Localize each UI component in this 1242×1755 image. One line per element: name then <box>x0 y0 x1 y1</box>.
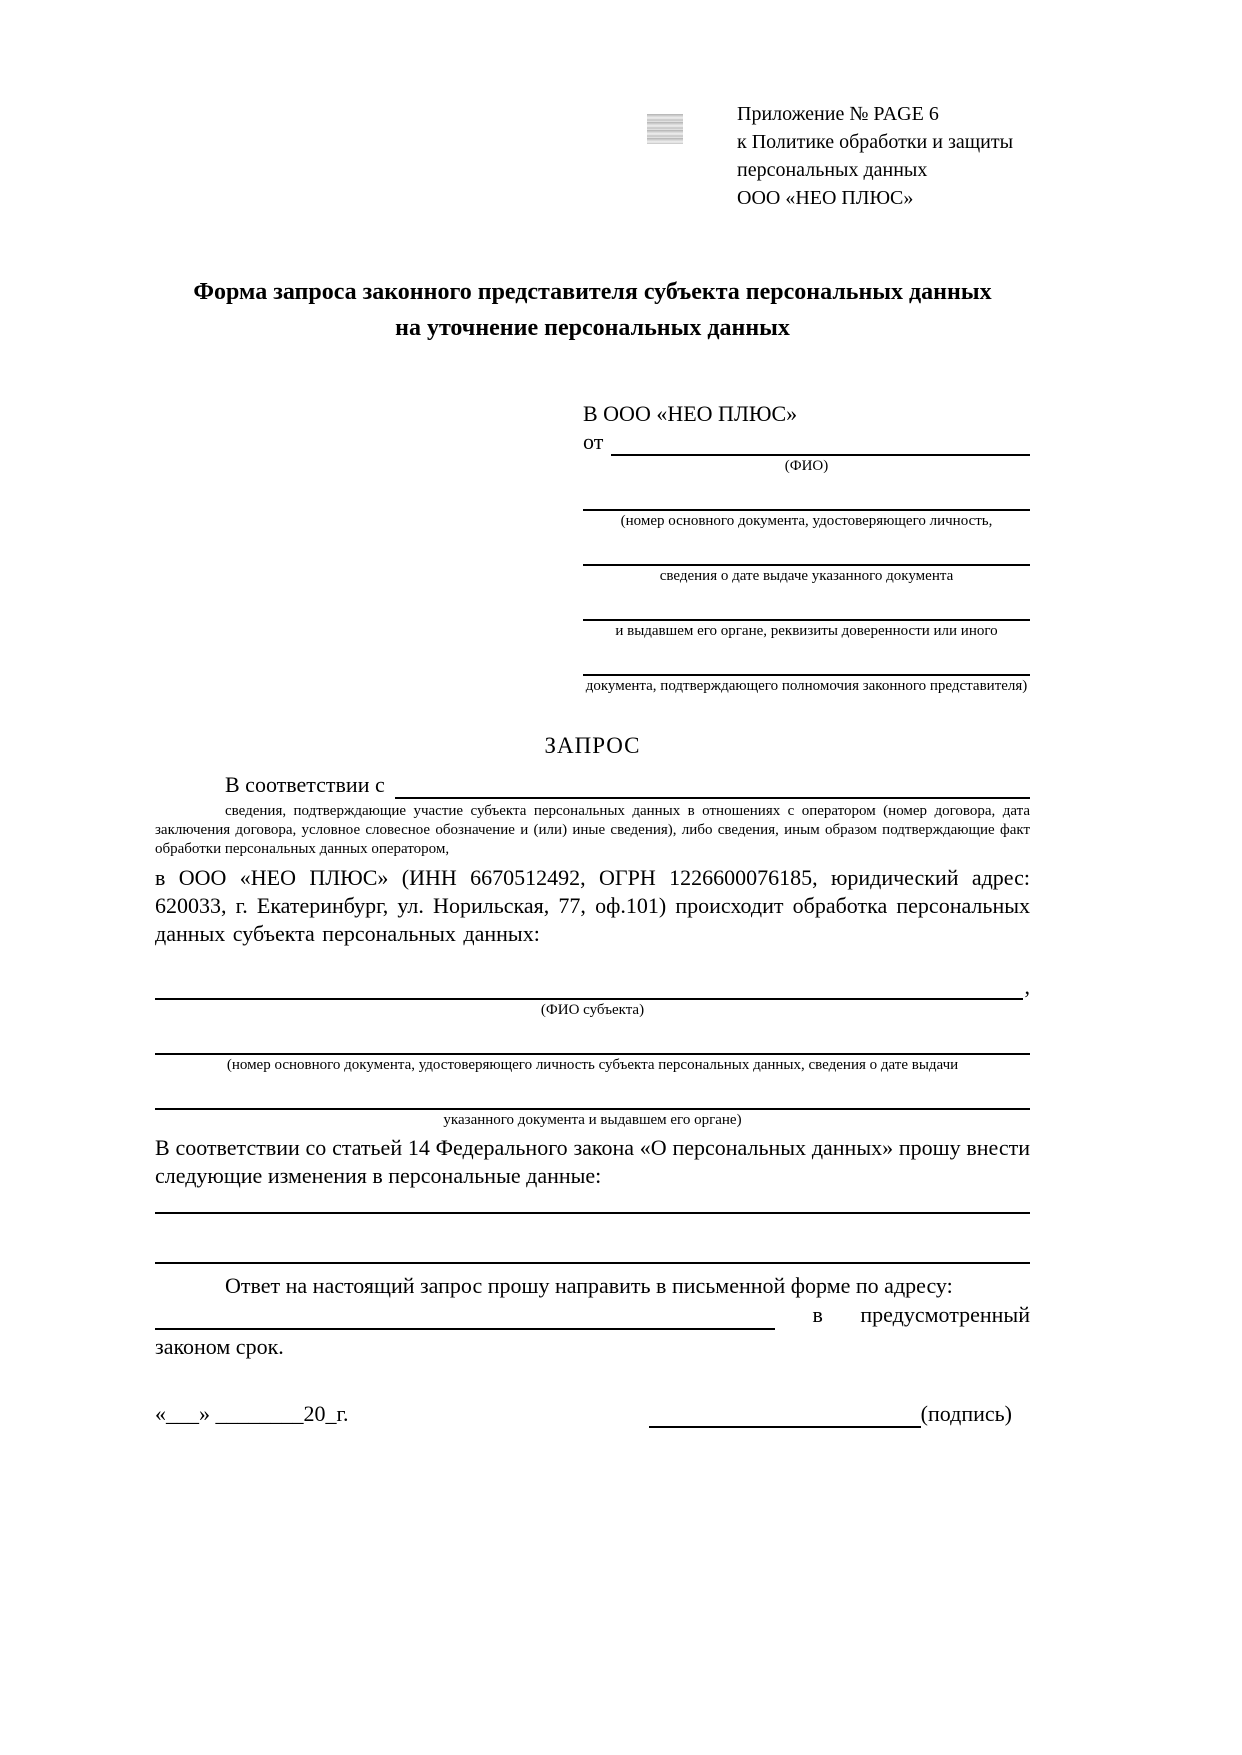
changes-field-line-1 <box>155 1190 1030 1214</box>
subject-doc-field-line <box>155 1027 1030 1055</box>
title-line-2: на уточнение персональных данных <box>395 315 790 341</box>
intro-label: В соответствии с <box>225 772 385 797</box>
blurred-field-artifact-icon <box>647 114 683 144</box>
addressee-block <box>583 400 1030 697</box>
doc-issuer-field-line <box>583 595 1030 621</box>
page-header <box>155 100 1030 212</box>
reply-intro: Ответ на настоящий запрос прошу направить в письменной форме по адресу: <box>225 1273 953 1298</box>
doc-authority-caption: документа, подтверждающего полномочия законного представителя) <box>585 678 1028 694</box>
intro-row <box>155 771 1030 799</box>
reply-word-term: предусмотренный <box>860 1302 1030 1327</box>
doc-issuer-caption: и выдавшем его органе, реквизиты доверенности или иного <box>615 623 998 639</box>
address-field-line <box>155 1306 775 1330</box>
title-line-1: Форма запроса законного представителя субъекта персональных данных <box>193 279 992 305</box>
signature-group <box>649 1400 1012 1428</box>
request-heading: ЗАПРОС <box>544 733 641 758</box>
doc-date-field-line <box>583 540 1030 566</box>
trailing-comma: , <box>1024 974 1030 999</box>
changes-field-line-2 <box>155 1214 1030 1264</box>
reply-term-line: законом срок. <box>155 1334 284 1359</box>
reply-word-v: в <box>812 1302 823 1327</box>
article14-paragraph: В соответствии со статьей 14 Федерального закона «О персональных данных» прошу внести следующие изменения в персональные данные: <box>155 1135 1030 1188</box>
appendix-company: ООО «НЕО ПЛЮС» <box>737 187 914 209</box>
subject-fio-caption: (ФИО субъекта) <box>540 1002 645 1018</box>
doc-date-caption: сведения о дате выдаче указанного документа <box>659 568 954 584</box>
subject-fio-field-line <box>155 974 1023 1000</box>
subject-doc-field-line-2 <box>155 1082 1030 1110</box>
signature-row <box>155 1400 1030 1428</box>
subject-doc-caption-2: указанного документа и выдавшем его органе) <box>443 1112 742 1128</box>
date-blank: «___» ________20_г. <box>155 1401 349 1426</box>
signature-field-line <box>649 1404 921 1428</box>
appendix-policy-line: к Политике обработки и защиты <box>737 131 1014 153</box>
subject-doc-caption-1: (номер основного документа, удостоверяющего личность субъекта персональных данных, сведения о дате выдачи <box>226 1057 959 1073</box>
from-row <box>583 428 1030 456</box>
doc-number-field-line <box>583 485 1030 511</box>
document-title <box>155 274 1030 346</box>
fio-caption: (ФИО) <box>784 458 829 474</box>
subject-fio-row <box>155 974 1030 1000</box>
addressee-to: В ООО «НЕО ПЛЮС» <box>583 401 798 426</box>
fine-print: сведения, подтверждающие участие субъекта персональных данных в отношениях с оператором (номер договора, дата заключения договора, условное словесное обозначение и (или) иные сведения), либо сведения, иным образом подтверждающие факт обработки персональных данных оператором, <box>155 803 1030 857</box>
fio-field-line <box>611 432 1030 456</box>
doc-number-caption: (номер основного документа, удостоверяющего личность, <box>620 513 993 529</box>
appendix-policy-line2: персональных данных <box>737 159 928 181</box>
from-label: от <box>583 429 604 454</box>
signature-caption: (подпись) <box>920 1401 1012 1426</box>
appendix-number: Приложение № PAGE 6 <box>737 103 939 125</box>
appendix-header <box>737 100 1013 212</box>
basis-field-line <box>395 775 1030 799</box>
reply-address-row <box>155 1300 1030 1330</box>
doc-authority-field-line <box>583 650 1030 676</box>
operator-paragraph: в ООО «НЕО ПЛЮС» (ИНН 6670512492, ОГРН 1226600076185, юридический адрес: 620033, г. Екатеринбург, ул. Норильская, 77, оф.101) происходит обработка персональных данных субъекта персональных данных: <box>155 865 1030 946</box>
